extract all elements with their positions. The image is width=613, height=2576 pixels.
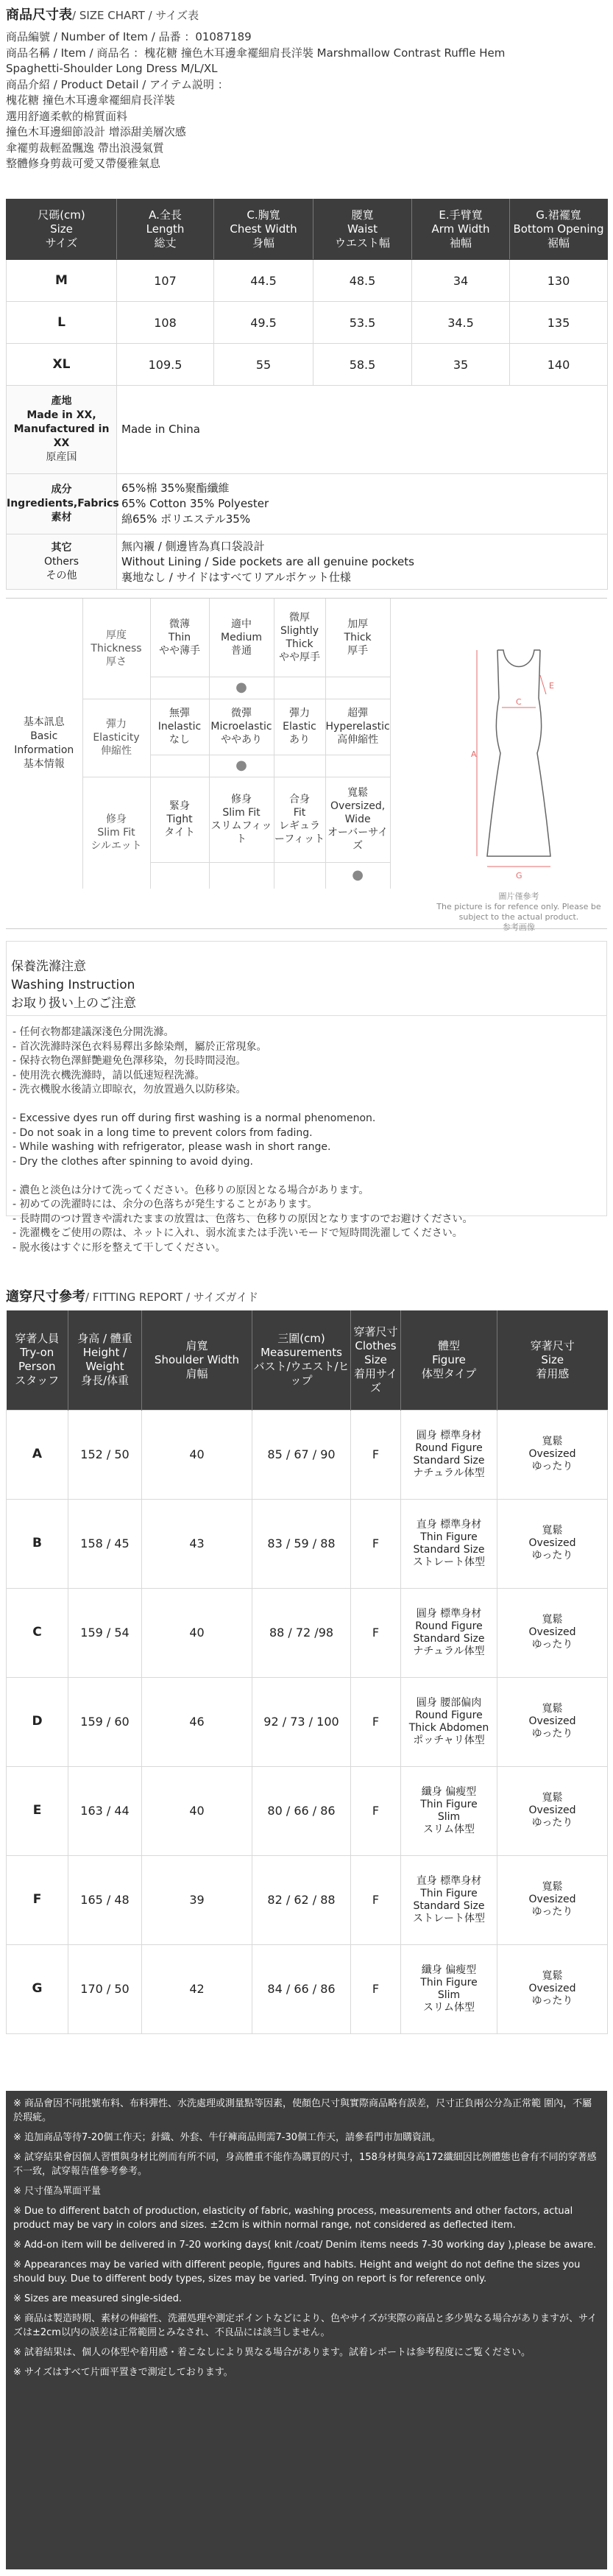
size-chart-table (6, 199, 608, 590)
table-row: M 107 44.5 48.5 34 130 (7, 260, 608, 302)
note-zh: ※ 尺寸僅為單面平量 (13, 2186, 102, 2197)
thickness-mark: ● (209, 677, 274, 699)
dress-diagram (436, 621, 602, 886)
washing-body: - 任何衣物都建議深淺色分開洗滌。 - 首次洗滌時深色衣料易釋出多餘染劑，屬於正常現象。 - 保持衣物色澤鮮艷避免色澤移染，勿長時間浸泡。 - 使用洗衣機洗滌時，請以低速短程洗滌。 - 洗衣機脫水後請立即晾衣，勿放置過久以防移染。 - Excessive dyes run off during first washing is a normal phenomenon. - Do not soak in a long time to prevent colors from fading. - While washing with refrigerator, please wash in short range. - Dry the clothes after spinning to avoid dying. - 濃色と淡色は分けて洗ってください。色移りの原因となる場合があります。 - 初めての洗濯時には、余分の色落ちが発生することがあります。 - 長時間のつけ置きや濡れたままの放置は、色落ち、色移りの原因となりますのでお避けください。 - 洗濯機をご使用の際は、ネットに入れ、弱水流または手洗いモードで短時間洗濯してください。 - 脱水後はすぐに形を整えて干してください。 (13, 1026, 473, 1254)
elasticity-option: 微彈 Microelastic ややあり (209, 699, 274, 755)
elasticity-option: 無彈 Inelastic なし (150, 699, 209, 755)
notes-section (6, 2091, 607, 2569)
detail-line: 選用舒適柔軟的棉質面料 (6, 109, 128, 123)
item-name-cont: Spaghetti-Shoulder Long Dress M/L/XL (6, 62, 218, 75)
header-length: A.全長 Length 総丈 (117, 200, 214, 260)
detail-line: 傘襬剪裁輕盈飄逸 帶出浪漫氣質 (6, 141, 164, 155)
item-number: 商品編號 / Number of Item / 品番 ：01087189 (6, 30, 252, 43)
table-row: L 108 49.5 53.5 34.5 135 (7, 302, 608, 344)
table-row: D 159 / 60 46 92 / 73 / 100 F 圓身 腰部偏肉 Round Figure Thick Abdomen ポッチャリ体型 寬鬆 Ovesized ゆったり (7, 1677, 608, 1766)
header-waist: 腰寬 Waist ウエスト幅 (313, 200, 412, 260)
note-ja: ※ サイズはすべて片面平置きで測定しております。 (13, 2367, 233, 2378)
thickness-label: 厚度 Thickness 厚さ (82, 599, 150, 699)
table-row: B 158 / 45 43 83 / 59 / 88 F 直身 標準身材 Thin Figure Standard Size ストレート体型 寬鬆 Ovesized ゆったり (7, 1499, 608, 1588)
table-row: F 165 / 48 39 82 / 62 / 88 F 直身 標準身材 Thin Figure Standard Size ストレート体型 寬鬆 Ovesized ゆったり (7, 1855, 608, 1944)
slimfit-option: 修身 Slim Fit スリムフィット (209, 777, 274, 862)
letter-e: E (549, 681, 554, 691)
size-chart-title: 商品尺寸表/ SIZE CHART / サイズ表 (6, 7, 199, 23)
basic-info-label: 基本訊息 Basic Information 基本情報 (6, 599, 82, 889)
item-name: 商品名稱 / Item / 商品名 ：槐花糖 撞色木耳邊傘襬細肩長洋裝 Marshmallow Contrast Ruffle Hem (6, 46, 506, 60)
slimfit-option: 寬鬆 Oversized, Wide オーバーサイズ (325, 777, 390, 862)
arm-line (540, 675, 546, 694)
letter-g: G (516, 871, 522, 881)
header-size: 尺碼(cm) Size サイズ (7, 200, 117, 260)
fitting-report-title: 適穿尺寸參考/ FITTING REPORT / サイズガイド (6, 1289, 259, 1305)
slimfit-mark: ● (325, 862, 390, 889)
note-en: ※ Sizes are measured single-sided. (13, 2293, 183, 2304)
washing-divider (7, 1015, 606, 1016)
detail-line: 槐花糖 撞色木耳邊傘襬細肩長洋裝 (6, 93, 175, 107)
note-zh: ※ 追加商品等待7-20個工作天；針織、外套、牛仔褲商品則需7-30個工作天，請參看門市加購資訊。 (13, 2132, 442, 2143)
fabric-row: 成分 Ingredients,Fabrics 素材 65%棉 35%聚酯纖維 65% Cotton 35% Polyester 綿65% ポリエステル35% (7, 474, 608, 534)
header-bottom: G.裙襬寬 Bottom Opening 裾幅 (510, 200, 608, 260)
product-detail-label: 商品介紹 / Product Detail / アイテム説明 ： (6, 77, 229, 91)
washing-section (6, 941, 607, 1254)
product-info (6, 29, 607, 172)
thickness-option: 微厚 Slightly Thick やや厚手 (274, 599, 325, 677)
note-en: ※ Appearances may be varied with different people, figures and habits. Height and weight do not define the sizes you should buy. Due to different body types, sizes may be varied. Trying on report is for reference only. (13, 2259, 581, 2284)
thickness-option: 加厚 Thick 厚手 (325, 599, 390, 677)
letter-a: A (471, 749, 477, 759)
table-row: E 163 / 44 40 80 / 66 / 86 F 纖身 偏瘦型 Thin Figure Slim スリム体型 寬鬆 Ovesized ゆったり (7, 1766, 608, 1855)
dress-outline (487, 650, 550, 856)
note-en: ※ Due to different batch of production, elasticity of fabric, washing process, measurements and other factors, actual product may be vary in colors and sizes. ±2cm is within normal range, not considered as deflected item. (13, 2206, 573, 2231)
detail-line: 撞色木耳邊細節設計 增添甜美層次感 (6, 125, 186, 138)
others-row: 其它 Others その他 無內襯 / 側邊皆為真口袋設計 Without Lining / Side pockets are all genuine pockets 裏地なし / サイドはすべてリアルポケット仕様 (7, 534, 608, 590)
elasticity-option: 彈力 Elastic あり (274, 699, 325, 755)
slimfit-option: 合身 Fit レギュラーフィット (274, 777, 325, 862)
note-zh: ※ 試穿結果會因個人習慣與身材比例而有所不同，身高體重不能作為購買的尺寸，158身材與身高172纖細因比例體態也會有不同的穿著感不一致，試穿報告僅參考參考。 (13, 2152, 597, 2177)
note-en: ※ Add-on item will be delivered in 7-20 working days( knit /coat/ Denim items needs 7-30 working day ),please be aware. (13, 2240, 597, 2251)
header-arm: E.手臂寬 Arm Width 袖幅 (412, 200, 510, 260)
basic-info-grid (6, 599, 391, 889)
thickness-option: 微薄 Thin やや薄手 (150, 599, 209, 677)
detail-line: 整體修身剪裁可愛又帶優雅氣息 (6, 157, 161, 170)
slimfit-option: 緊身 Tight タイト (150, 777, 209, 862)
note-ja: ※ 試着結果は、個人の体型や着用感・着こなしにより異なる場合があります。試着レポートは参考程度にご覧ください。 (13, 2347, 531, 2358)
thickness-option: 適中 Medium 普通 (209, 599, 274, 677)
elasticity-label: 彈力 Elasticity 伸縮性 (82, 699, 150, 777)
slimfit-label: 修身 Slim Fit シルエット (82, 777, 150, 889)
elasticity-option: 超彈 Hyperelastic 高伸縮性 (325, 699, 390, 755)
header-chest: C.胸寬 Chest Width 身幅 (214, 200, 313, 260)
origin-row: 產地 Made in XX, Manufactured in XX 原産国 Made in China (7, 386, 608, 474)
fitting-header: 穿著人員 Try-on Person スタッフ 身高 / 體重 Height / Weight 身長/体重 肩寬 Shoulder Width 肩幅 三圍(cm) Measurements バスト/ウエスト/ヒップ 穿著尺寸 Clothes Size 着用サイズ 體型 Figure 体型タイプ 穿著尺寸 Size 着用感 (7, 1310, 608, 1410)
note-ja: ※ 商品は製造時期、素材の伸縮性、洗濯処理や測定ポイントなどにより、色やサイズが実際の商品と多少異なる場合がありますが、サイズは±2cm以内の誤差は正常範囲とみなされ、不良品には該当しません。 (13, 2313, 598, 2338)
table-row: XL 109.5 55 58.5 35 140 (7, 344, 608, 386)
basic-info-section (6, 598, 607, 932)
note-zh: ※ 商品會因不同批號布料、布料彈性、水洗處理或測量點等因素，使顏色尺寸與實際商品略有誤差，尺寸正負兩公分為正常範 圍內，不屬於瑕疵。 (13, 2098, 592, 2123)
table-row: G 170 / 50 42 84 / 66 / 86 F 纖身 偏瘦型 Thin Figure Slim スリム体型 寬鬆 Ovesized ゆったり (7, 1944, 608, 2033)
fitting-table (6, 1310, 608, 2034)
dress-caption: 圖片僅參考 The picture is for refence only. Please be subject to the actual product. 参考画像 (436, 892, 601, 932)
elasticity-mark: ● (209, 755, 274, 777)
letter-c: C (516, 697, 522, 707)
table-row: A 152 / 50 40 85 / 67 / 90 F 圓身 標準身材 Round Figure Standard Size ナチュラル体型 寬鬆 Ovesized ゆったり (7, 1410, 608, 1499)
size-chart-header (7, 200, 608, 260)
washing-title: 保養洗滌注意 Washing Instruction お取り扱い上のご注意 (11, 959, 136, 1011)
table-row: C 159 / 54 40 88 / 72 /98 F 圓身 標準身材 Round Figure Standard Size ナチュラル体型 寬鬆 Ovesized ゆったり (7, 1588, 608, 1677)
